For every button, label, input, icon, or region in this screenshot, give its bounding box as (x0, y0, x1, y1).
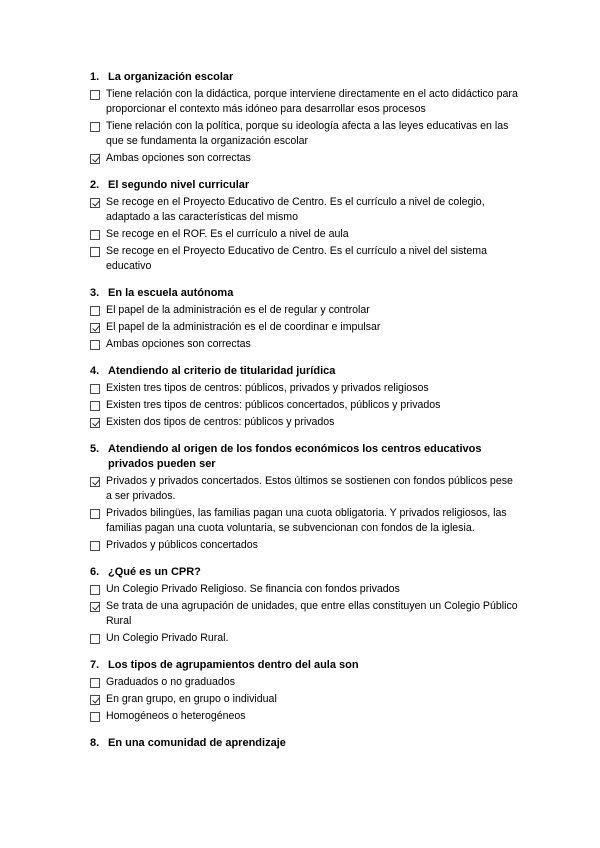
checkbox-icon[interactable] (90, 541, 100, 551)
answer-option[interactable] (90, 631, 520, 646)
answer-option[interactable] (90, 381, 520, 396)
question-title (90, 442, 520, 472)
question-number: 8. (90, 737, 100, 749)
answer-option[interactable] (90, 474, 520, 504)
answer-option[interactable] (90, 227, 520, 242)
question-number: 3. (90, 287, 100, 299)
checkbox-icon[interactable] (90, 230, 100, 240)
question-title (90, 364, 520, 379)
checkbox-icon[interactable] (90, 247, 100, 257)
question-title (90, 178, 520, 193)
question-text: El segundo nivel curricular (108, 179, 250, 191)
answer-option-text: En gran grupo, en grupo o individual (106, 693, 277, 705)
checkbox-icon[interactable] (90, 306, 100, 316)
question-title (90, 565, 520, 580)
question-number: 7. (90, 659, 100, 671)
question-title (90, 658, 520, 673)
answer-option[interactable] (90, 582, 520, 597)
question-number: 5. (90, 443, 100, 455)
checkbox-icon[interactable] (90, 122, 100, 132)
question-text: Atendiendo al origen de los fondos económicos los centros educativos privados pueden ser (108, 443, 482, 470)
answer-option-text: Graduados o no graduados (106, 676, 235, 688)
answer-option[interactable] (90, 506, 520, 536)
question-number: 6. (90, 566, 100, 578)
answer-option[interactable] (90, 675, 520, 690)
answer-option-text: Se trata de una agrupación de unidades, que entre ellas constituyen un Colegio Público Rural (106, 600, 518, 627)
checkbox-icon[interactable] (90, 509, 100, 519)
answer-option-text: Privados bilingües, las familias pagan una cuota obligatoria. Y privados religiosos, las familias pagan una cuota voluntaria, se subvencionan con fondos de la iglesia. (106, 507, 507, 534)
answer-option[interactable] (90, 151, 520, 166)
answer-option-text: Ambas opciones son correctas (106, 338, 251, 350)
checked-checkbox-icon[interactable] (90, 154, 100, 164)
answer-option-text: Homogéneos o heterogéneos (106, 710, 246, 722)
answer-option[interactable] (90, 398, 520, 413)
answer-option-text: Se recoge en el ROF. Es el currículo a nivel de aula (106, 228, 349, 240)
answer-option-text: Existen tres tipos de centros: públicos concertados, públicos y privados (106, 399, 441, 411)
question-7 (90, 658, 520, 724)
checkbox-icon[interactable] (90, 401, 100, 411)
question-1 (90, 70, 520, 166)
checked-checkbox-icon[interactable] (90, 418, 100, 428)
answer-option[interactable] (90, 303, 520, 318)
checkbox-icon[interactable] (90, 585, 100, 595)
answer-option-text: Privados y privados concertados. Estos últimos se sostienen con fondos públicos pese a ser privados. (106, 475, 513, 502)
question-5 (90, 442, 520, 553)
answer-option[interactable] (90, 599, 520, 629)
checked-checkbox-icon[interactable] (90, 323, 100, 333)
answer-option[interactable] (90, 119, 520, 149)
question-4 (90, 364, 520, 430)
checked-checkbox-icon[interactable] (90, 695, 100, 705)
answer-option-text: Privados y públicos concertados (106, 539, 258, 551)
answer-option-text: Existen tres tipos de centros: públicos, privados y privados religiosos (106, 382, 429, 394)
checked-checkbox-icon[interactable] (90, 477, 100, 487)
question-8 (90, 736, 520, 751)
question-title (90, 736, 520, 751)
question-text: Atendiendo al criterio de titularidad jurídica (108, 365, 336, 377)
question-text: En la escuela autónoma (108, 287, 234, 299)
answer-option[interactable] (90, 415, 520, 430)
checkbox-icon[interactable] (90, 384, 100, 394)
question-number: 2. (90, 179, 100, 191)
question-2 (90, 178, 520, 274)
checkbox-icon[interactable] (90, 340, 100, 350)
checked-checkbox-icon[interactable] (90, 602, 100, 612)
answer-option[interactable] (90, 320, 520, 335)
answer-option-text: Un Colegio Privado Rural. (106, 632, 229, 644)
answer-option-text: Un Colegio Privado Religioso. Se financia con fondos privados (106, 583, 400, 595)
answer-option[interactable] (90, 87, 520, 117)
question-number: 1. (90, 71, 100, 83)
question-text: ¿Qué es un CPR? (108, 566, 201, 578)
answer-option-text: Ambas opciones son correctas (106, 152, 251, 164)
question-6 (90, 565, 520, 646)
answer-option[interactable] (90, 709, 520, 724)
checkbox-icon[interactable] (90, 678, 100, 688)
checked-checkbox-icon[interactable] (90, 198, 100, 208)
question-number: 4. (90, 365, 100, 377)
answer-option[interactable] (90, 244, 520, 274)
answer-option[interactable] (90, 692, 520, 707)
checkbox-icon[interactable] (90, 712, 100, 722)
checkbox-icon[interactable] (90, 90, 100, 100)
answer-option-text: Se recoge en el Proyecto Educativo de Centro. Es el currículo a nivel de colegio, adaptado a las características del mismo (106, 196, 485, 223)
question-text: En una comunidad de aprendizaje (108, 737, 286, 749)
checkbox-icon[interactable] (90, 634, 100, 644)
answer-option-text: El papel de la administración es el de coordinar e impulsar (106, 321, 381, 333)
answer-option-text: El papel de la administración es el de regular y controlar (106, 304, 370, 316)
question-title (90, 70, 520, 85)
answer-option-text: Existen dos tipos de centros: públicos y privados (106, 416, 335, 428)
answer-option-text: Tiene relación con la didáctica, porque interviene directamente en el acto didáctico para proporcionar el contexto más idóneo para desarrollar esos procesos (106, 88, 518, 115)
answer-option[interactable] (90, 538, 520, 553)
question-title (90, 286, 520, 301)
question-3 (90, 286, 520, 352)
answer-option-text: Se recoge en el Proyecto Educativo de Centro. Es el currículo a nivel del sistema educativo (106, 245, 487, 272)
answer-option-text: Tiene relación con la política, porque su ideología afecta a las leyes educativas en las que se fundamenta la organización escolar (106, 120, 509, 147)
answer-option[interactable] (90, 195, 520, 225)
question-text: Los tipos de agrupamientos dentro del aula son (108, 659, 359, 671)
question-text: La organización escolar (108, 71, 234, 83)
answer-option[interactable] (90, 337, 520, 352)
